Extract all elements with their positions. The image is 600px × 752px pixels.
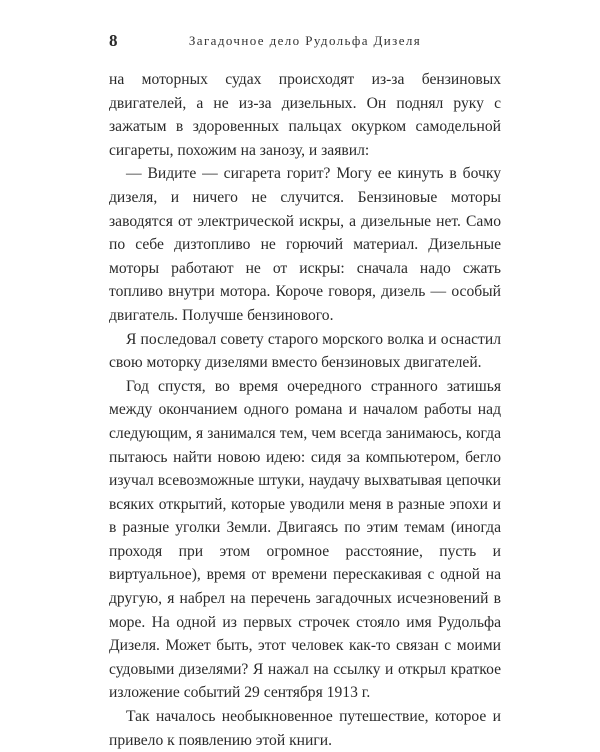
paragraph: на моторных судах происходят из-за бензиновых двигателей, а не из-за дизельных. Он поднял руку с зажатым в здоровенных пальцах окурком самодельной сигареты, похожим на занозу, и заявил: bbox=[109, 71, 501, 159]
paragraph: Год спустя, во время очередного странного затишья между окончанием одного романа и началом работы над следующим, я занимался тем, чем всегда занимаюсь, когда пытаюсь найти новою идею: сидя за компьютером, бегло изучал всевозможные штуки, наудачу выхватывая цепочки всяких открытий, которые уводили меня в разные эпохи и в разные уголки Земли. Двигаясь по этим темам (иногда проходя при этом огромное расстояние, пусть и виртуальное), время от времени перескакивая с одной на другую, я набрел на перечень загадочных исчезновений в море. На одной из первых строчек стояло имя Рудольфа Дизеля. Может быть, этот человек как-то связан с моими судовыми дизелями? Я нажал на ссылку и открыл краткое изложение событий 29 сентября 1913 г. bbox=[109, 377, 501, 702]
paragraph: Я последовал совету старого морского волка и оснастил свою моторку дизелями вместо бензиновых двигателей. bbox=[109, 330, 501, 372]
paragraph: Так началось необыкновенное путешествие, которое и привело к появлению этой книги. bbox=[109, 708, 501, 749]
body-text bbox=[109, 68, 501, 752]
running-title: Загадочное дело Рудольфа Дизеля bbox=[188, 33, 422, 48]
page-header bbox=[109, 30, 501, 52]
paragraph: — Видите — сигарета горит? Могу ее кинуть в бочку дизеля, и ничего не случится. Бензиновые моторы заводятся от электрической искры, а дизельные нет. Само по себе дизтопливо не горючий материал. Дизельные моторы работают не от искры: сначала надо сжать топливо внутри мотора. Короче говоря, дизель — особый двигатель. Получше бензинового. bbox=[109, 165, 501, 324]
page-number: 8 bbox=[109, 31, 118, 50]
